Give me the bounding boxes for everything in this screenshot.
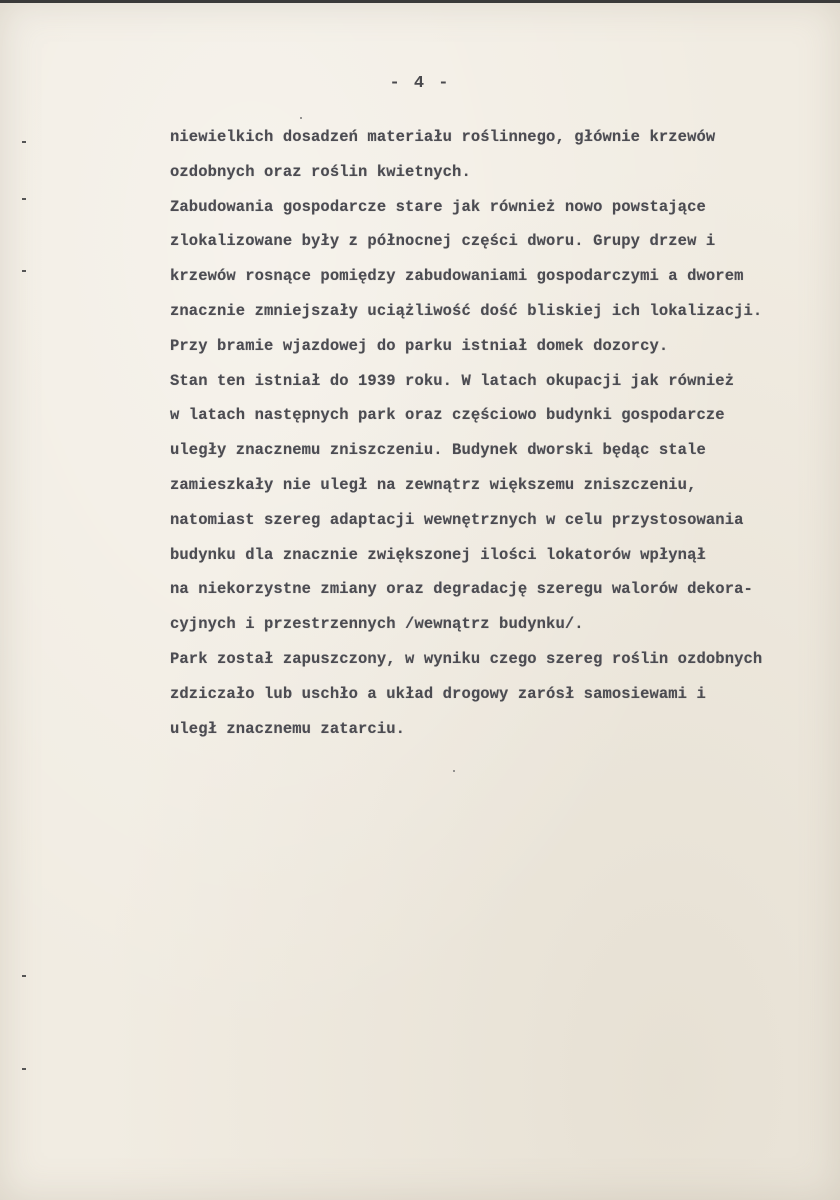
margin-mark bbox=[22, 1068, 26, 1070]
margin-mark bbox=[22, 270, 26, 272]
text-line: krzewów rosnące pomiędzy zabudowaniami gospodarczymi a dworem bbox=[170, 267, 744, 286]
margin-mark bbox=[22, 198, 26, 200]
margin-mark bbox=[22, 975, 26, 977]
text-line: budynku dla znacznie zwiększonej ilości lokatorów wpłynął bbox=[170, 545, 706, 564]
text-line: natomiast szereg adaptacji wewnętrznych w celu przystosowania bbox=[170, 510, 744, 529]
text-line: na niekorzystne zmiany oraz degradację szeregu walorów dekora- bbox=[170, 580, 753, 599]
paper-speck bbox=[453, 770, 455, 772]
text-line: zlokalizowane były z północnej części dworu. Grupy drzew i bbox=[170, 232, 716, 251]
text-line: niewielkich dosadzeń materiału roślinnego, głównie krzewów bbox=[170, 128, 716, 146]
text-line: ozdobnych oraz roślin kwietnych. bbox=[170, 162, 471, 181]
text-line: w latach następnych park oraz częściowo budynki gospodarcze bbox=[170, 406, 725, 425]
text-line: zamieszkały nie uległ na zewnątrz większemu zniszczeniu, bbox=[170, 475, 697, 494]
body-text bbox=[170, 120, 835, 746]
text-line: uległy znacznemu zniszczeniu. Budynek dworski będąc stale bbox=[170, 441, 706, 460]
text-line: zdziczało lub uschło a układ drogowy zarósł samosiewami i bbox=[170, 684, 706, 703]
paper-speck bbox=[300, 117, 302, 119]
text-line: uległ znacznemu zatarciu. bbox=[170, 719, 406, 738]
text-line: Przy bramie wjazdowej do parku istniał domek dozorcy. bbox=[170, 336, 669, 355]
text-line: Stan ten istniał do 1939 roku. W latach okupacji jak również bbox=[170, 371, 735, 390]
text-line: cyjnych i przestrzennych /wewnątrz budynku/. bbox=[170, 615, 584, 634]
text-line: Park został zapuszczony, w wyniku czego szereg roślin ozdobnych bbox=[170, 649, 763, 668]
text-line: znacznie zmniejszały uciążliwość dość bliskiej ich lokalizacji. bbox=[170, 301, 763, 320]
margin-mark bbox=[22, 141, 26, 143]
text-line: Zabudowania gospodarcze stare jak również nowo powstające bbox=[170, 197, 706, 216]
scan-top-edge bbox=[0, 0, 840, 3]
page-number: - 4 - bbox=[389, 74, 451, 93]
